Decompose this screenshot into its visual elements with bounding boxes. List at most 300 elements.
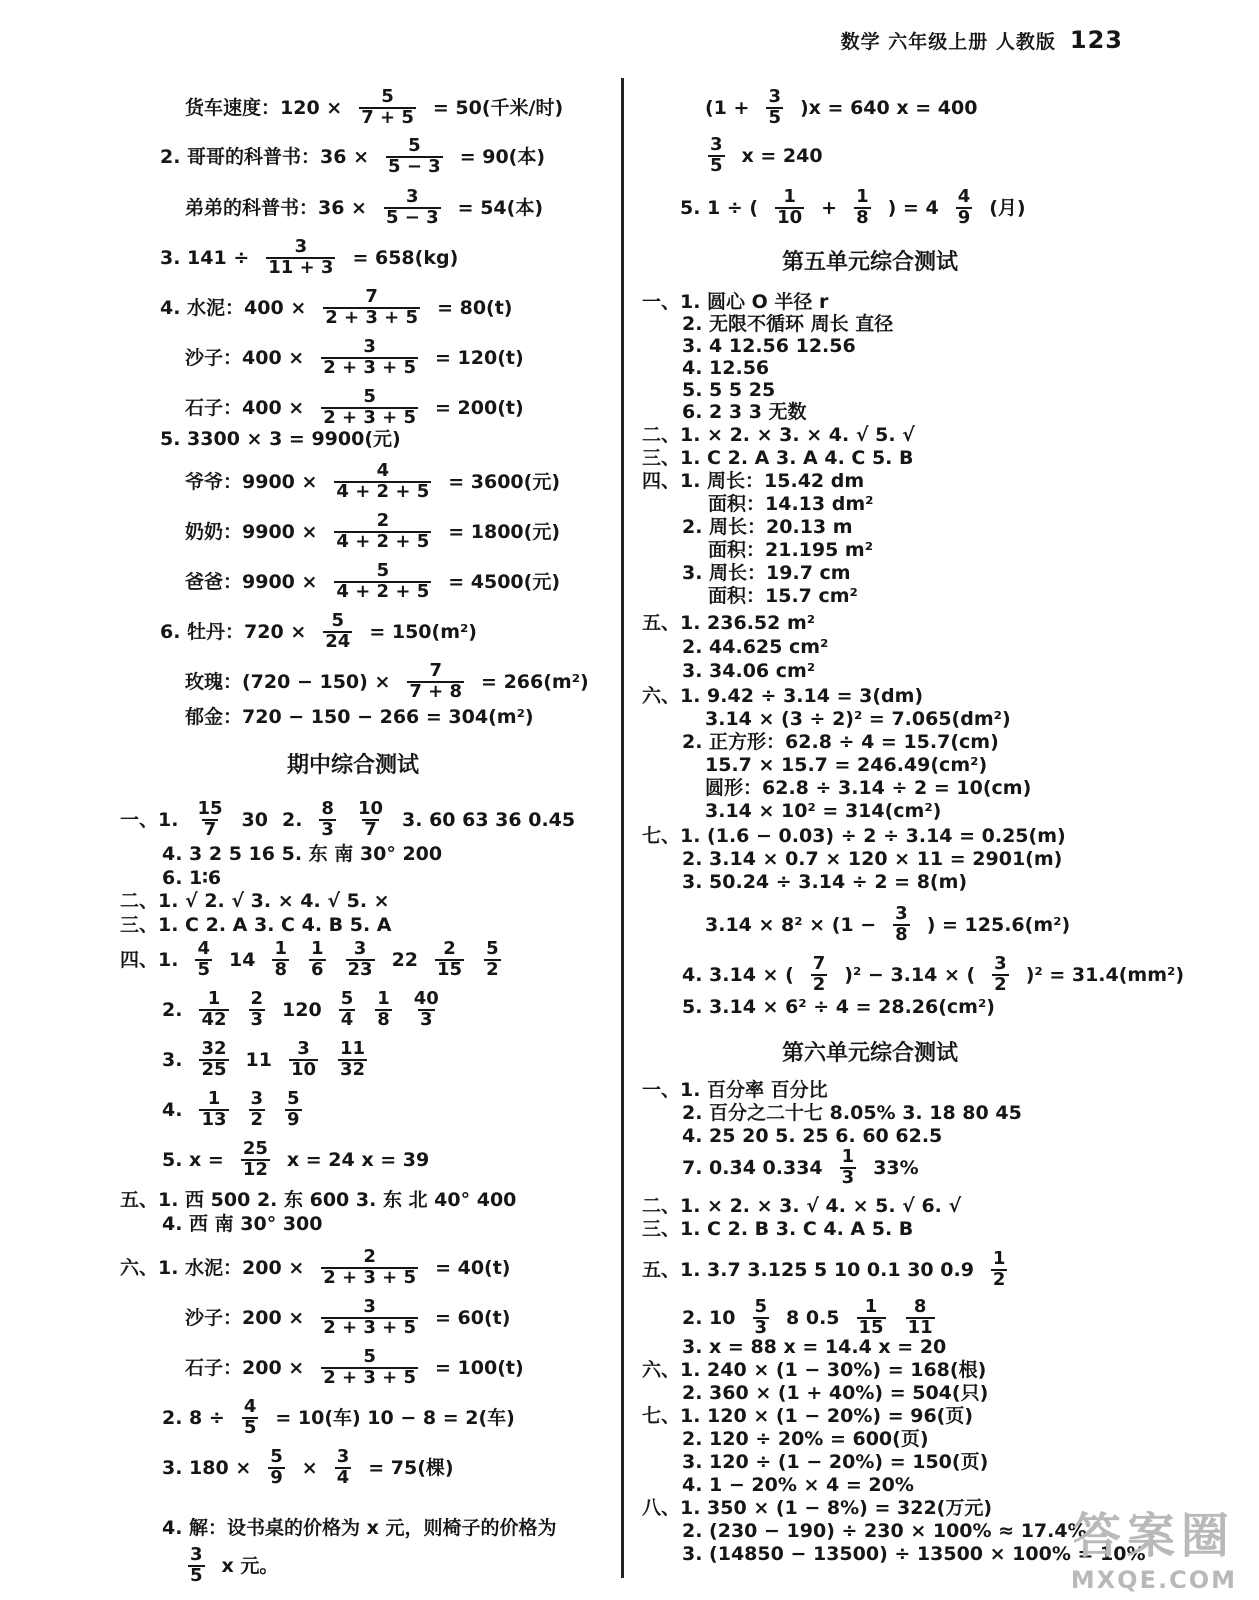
fraction-numerator: 32 [201, 1038, 227, 1059]
fraction-denominator: 7 + 5 [361, 106, 414, 128]
answer-text: = 50(千米/时) [432, 96, 564, 119]
answer-text: 15.7 × 15.7 = 246.49(cm²) [705, 754, 988, 776]
fraction-numerator: 1 [207, 988, 221, 1009]
fraction-denominator: 3 [754, 1316, 768, 1338]
fraction [956, 188, 973, 228]
answer-text: 2. (230 − 190) ÷ 230 × 100% ≈ 17.4% [682, 1520, 1087, 1542]
fraction [289, 1040, 318, 1080]
fraction-denominator: 3 [250, 1008, 264, 1030]
fraction [321, 1248, 418, 1288]
fraction-numerator: 2 [363, 1246, 376, 1267]
fraction [840, 1148, 857, 1188]
answer-text: 3. x = 88 x = 14.4 x = 20 [682, 1336, 947, 1358]
answer-text: (月) [989, 196, 1026, 219]
answer-text: 一、1. [120, 808, 179, 831]
fraction-denominator: 2 + 3 + 5 [325, 306, 419, 328]
fraction [708, 136, 725, 176]
fraction-numerator: 15 [197, 798, 223, 819]
fraction-numerator: 2 [443, 938, 456, 959]
fraction-denominator: 5 [710, 154, 723, 176]
fraction-denominator: 2 + 3 + 5 [323, 1316, 417, 1338]
fraction [854, 188, 871, 228]
answer-text: 货车速度：120 × [185, 96, 343, 119]
answer-text: 3.14 × 10² = 314(cm²) [705, 800, 942, 822]
answer-text: 沙子：200 × [185, 1306, 305, 1329]
fraction [991, 1250, 1008, 1290]
answer-line [682, 400, 807, 424]
fraction-numerator: 4 [376, 460, 390, 481]
fraction [435, 940, 464, 980]
fraction-numerator: 10 [357, 798, 384, 819]
answer-text: 面积：15.7 cm² [708, 585, 858, 607]
answer-text: = 100(t) [435, 1356, 524, 1379]
fraction [195, 940, 212, 980]
fraction-numerator: 5 [287, 1088, 300, 1109]
answer-text: 三、1. C 2. A 3. A 4. C 5. B [642, 447, 914, 469]
fraction-denominator: 2 [250, 1108, 264, 1130]
answer-line [705, 136, 823, 176]
answer-text: 6. 1∶6 [162, 867, 222, 889]
answer-text: 8 0.5 [786, 1306, 840, 1329]
fraction-denominator: 8 [895, 923, 908, 945]
answer-line [160, 612, 477, 652]
answer-text: 4. 3.14 × ( [682, 963, 794, 986]
answer-text: 3. 周长：19.7 cm [682, 562, 851, 584]
answer-line [642, 1250, 1010, 1290]
fraction-denominator: 15 [858, 1316, 884, 1338]
fraction-denominator: 32 [340, 1058, 366, 1080]
fraction-denominator: 2 [812, 973, 826, 995]
fraction-denominator: 2 + 3 + 5 [323, 1266, 417, 1288]
answer-line [162, 842, 442, 866]
answer-line [682, 1473, 914, 1497]
answer-line [185, 462, 560, 502]
fraction-denominator: 2 + 3 + 5 [323, 356, 417, 378]
fraction [753, 1298, 770, 1338]
answer-line [705, 753, 987, 777]
answer-text: 3.14 × (3 ÷ 2)² = 7.065(dm²) [705, 708, 1011, 730]
fraction [384, 188, 441, 228]
fraction [321, 338, 418, 378]
fraction-denominator: 5 [190, 1564, 203, 1586]
fraction-denominator: 9 [957, 206, 971, 228]
fraction-numerator: 3 [768, 86, 781, 107]
answer-line [185, 512, 560, 552]
answer-text: 4. 1 − 20% × 4 = 20% [682, 1474, 914, 1496]
answer-text: = 54(本) [457, 196, 543, 219]
answer-line [642, 684, 923, 708]
answer-text: 2. 哥哥的科普书：36 × [160, 145, 370, 168]
fraction-denominator: 5 [768, 106, 781, 128]
fraction-denominator: 8 [856, 206, 869, 228]
fraction-numerator: 25 [242, 1138, 268, 1159]
fraction-numerator: 5 [340, 988, 354, 1009]
answer-text: 弟弟的科普书：36 × [185, 196, 367, 219]
watermark-url: MXQE.COM [1070, 1566, 1237, 1594]
answer-line [682, 561, 851, 585]
fraction-denominator: 5 − 3 [388, 155, 441, 177]
answer-line [682, 378, 775, 402]
fraction-numerator: 1 [310, 938, 324, 959]
answer-text: 3. 141 ÷ [160, 246, 250, 269]
answer-line [642, 1358, 986, 1382]
answer-text: = 75(棵) [368, 1456, 454, 1479]
fraction-numerator: 1 [377, 988, 390, 1009]
fraction-numerator: 5 [408, 135, 421, 156]
answer-text: 沙子：400 × [185, 346, 305, 369]
answer-text: 2. 无限不循环 周长 直径 [682, 313, 894, 335]
answer-text: = 60(t) [435, 1306, 511, 1329]
answer-text: 120 [282, 998, 322, 1021]
fraction [268, 1448, 285, 1488]
answer-line [642, 290, 828, 314]
fraction-numerator: 3 [406, 186, 419, 207]
fraction-numerator: 1 [274, 938, 287, 959]
fraction [412, 990, 441, 1030]
answer-text: 4. 西 南 30° 300 [162, 1213, 323, 1235]
answer-line [705, 905, 1070, 945]
answer-line [680, 188, 1026, 228]
fraction [375, 990, 392, 1030]
fraction-numerator: 5 [381, 86, 394, 107]
answer-text: x = 240 [741, 144, 823, 167]
answer-text: 6. 牡丹：720 × [160, 620, 307, 643]
answer-text: 3. (14850 − 13500) ÷ 13500 × 100% = 10% [682, 1543, 1146, 1565]
answer-text: 三、1. C 2. B 3. C 4. A 5. B [642, 1218, 914, 1240]
page-number: 123 [1069, 26, 1123, 54]
answer-line [642, 1217, 913, 1241]
fraction-numerator: 8 [913, 1296, 927, 1317]
answer-text: 6. 2 3 3 无数 [682, 401, 807, 423]
fraction [272, 940, 289, 980]
answer-line [185, 88, 563, 128]
fraction-denominator: 4 [340, 1008, 354, 1030]
answer-text: 4. [162, 1098, 183, 1121]
fraction-numerator: 5 [376, 560, 390, 581]
answer-line [682, 515, 853, 539]
answer-text: 三、1. C 2. A 3. C 4. B 5. A [120, 914, 392, 936]
fraction [766, 88, 783, 128]
answer-text: 2. [162, 998, 183, 1021]
answer-text: 2. 120 ÷ 20% = 600(页) [682, 1428, 929, 1450]
fraction-numerator: 3 [363, 1296, 376, 1317]
answer-text: 5. 3300 × 3 = 9900(元) [160, 428, 401, 450]
section-heading: 第五单元综合测试 [782, 250, 959, 275]
fraction-denominator: 12 [242, 1158, 268, 1180]
answer-line [682, 1450, 988, 1474]
answer-line [120, 1188, 516, 1212]
fraction [266, 238, 335, 278]
answer-line [160, 238, 458, 278]
answer-line [682, 1519, 1087, 1543]
fraction-numerator: 1 [864, 1296, 878, 1317]
answer-line [162, 1448, 454, 1488]
answer-text: 30 [241, 808, 268, 831]
answer-text: 二、1. × 2. × 3. √ 4. × 5. √ 6. √ [642, 1195, 962, 1217]
answer-text: x = 24 x = 39 [286, 1148, 430, 1171]
fraction-denominator: 9 [287, 1108, 300, 1130]
answer-text: 面积：14.13 dm² [708, 493, 874, 515]
answer-line [185, 388, 524, 428]
fraction-numerator: 3 [297, 1038, 310, 1059]
fraction [321, 1298, 418, 1338]
answer-line [162, 1398, 515, 1438]
answer-text: 五、1. 西 500 2. 东 600 3. 东 北 40° 400 [120, 1189, 517, 1211]
answer-text: 3. 34.06 cm² [682, 660, 816, 682]
answer-text: 石子：400 × [185, 396, 305, 419]
fraction [811, 955, 828, 995]
answer-text: 奶奶：9900 × [185, 520, 318, 543]
answer-text: 3. 4 12.56 12.56 [682, 335, 856, 357]
fraction-denominator: 11 [907, 1316, 933, 1338]
answer-line [185, 1546, 278, 1586]
answer-text: 2. 10 [682, 1306, 736, 1329]
fraction-numerator: 40 [413, 988, 439, 1009]
answer-text: 石子：200 × [185, 1356, 305, 1379]
fraction-denominator: 4 + 2 + 5 [336, 530, 430, 552]
fraction-denominator: 2 [994, 973, 1007, 995]
fraction [199, 1040, 228, 1080]
fraction-denominator: 2 [486, 958, 499, 980]
fraction-numerator: 4 [197, 938, 210, 959]
fraction-denominator: 13 [201, 1108, 227, 1130]
answer-line [162, 990, 444, 1030]
fraction [335, 1448, 352, 1488]
answer-line [682, 1148, 919, 1188]
fraction [249, 990, 266, 1030]
fraction-denominator: 4 [336, 1466, 350, 1488]
answer-text: 3. 120 ÷ (1 − 20%) = 150(页) [682, 1451, 989, 1473]
answer-line [185, 338, 524, 378]
answer-text: 2. 百分之二十七 8.05% 3. 18 80 45 [682, 1102, 1022, 1124]
fraction-numerator: 5 [754, 1296, 768, 1317]
answer-text: 4. 水泥：400 × [160, 296, 307, 319]
answer-text: 4. 12.56 [682, 357, 770, 379]
answer-text: 3. 180 × [162, 1456, 252, 1479]
fraction-numerator: 3 [353, 938, 367, 959]
fraction-numerator: 7 [365, 286, 378, 307]
answer-line [185, 1298, 510, 1338]
answer-text: 22 [391, 948, 419, 971]
answer-line [682, 1381, 988, 1405]
answer-text: 3. 50.24 ÷ 3.14 ÷ 2 = 8(m) [682, 871, 968, 893]
fraction [242, 1398, 259, 1438]
answer-text: = 150(m²) [369, 620, 477, 643]
answer-line [682, 1298, 938, 1338]
fraction-numerator: 3 [294, 236, 308, 257]
fraction-denominator: 3 [321, 818, 334, 840]
fraction-numerator: 3 [363, 336, 376, 357]
fraction [356, 800, 385, 840]
fraction-denominator: 8 [377, 1008, 390, 1030]
answer-line [682, 1101, 1022, 1125]
fraction-denominator: 2 + 3 + 5 [323, 406, 417, 428]
fraction [199, 990, 228, 1030]
answer-line [682, 1427, 929, 1451]
answer-line [682, 356, 769, 380]
answer-line [682, 635, 828, 659]
answer-text: 六、1. 水泥：200 × [120, 1256, 305, 1279]
fraction-numerator: 5 [363, 1346, 376, 1367]
answer-text: = 80(t) [437, 296, 513, 319]
answer-line [642, 824, 1066, 848]
fraction-denominator: 5 [197, 958, 210, 980]
answer-line [185, 662, 589, 702]
answer-line [120, 889, 390, 913]
answer-line [642, 1194, 961, 1218]
answer-line [160, 427, 401, 451]
fraction [338, 1040, 367, 1080]
answer-text: × [301, 1456, 318, 1479]
answer-line [162, 866, 221, 890]
fraction-numerator: 4 [957, 186, 971, 207]
fraction-denominator: 25 [201, 1058, 227, 1080]
answer-text: ) = 4 [887, 196, 939, 219]
fraction-numerator: 2 [250, 988, 264, 1009]
answer-line [682, 847, 1062, 871]
fraction-numerator: 3 [336, 1446, 350, 1467]
answer-text: 七、1. 120 × (1 − 20%) = 96(页) [642, 1405, 974, 1427]
answer-line [642, 1078, 828, 1102]
fraction-denominator: 7 [203, 818, 217, 840]
fraction-denominator: 3 [420, 1008, 433, 1030]
answer-text: = 4500(元) [448, 570, 561, 593]
fraction [334, 462, 431, 502]
answer-text: 2. 360 × (1 + 40%) = 504(只) [682, 1382, 989, 1404]
fraction [346, 940, 375, 980]
answer-text: 7. 0.3̇4̇ 0.334 [682, 1156, 823, 1179]
answer-text: 郁金：720 − 150 − 266 = 304(m²) [185, 706, 534, 728]
answer-text: 圆形：62.8 ÷ 3.14 ÷ 2 = 10(cm) [705, 777, 1032, 799]
fraction-denominator: 9 [270, 1466, 283, 1488]
fraction-denominator: 10 [777, 206, 803, 228]
fraction-numerator: 3 [895, 903, 908, 924]
answer-line [185, 1348, 524, 1388]
fraction-denominator: 7 [364, 818, 377, 840]
answer-line [705, 707, 1011, 731]
answer-line [708, 538, 873, 562]
answer-line [682, 730, 999, 754]
answer-text: 4. 3 2 5 16 5. 东 南 30° 200 [162, 843, 443, 865]
answer-line [642, 423, 915, 447]
answer-line [682, 659, 815, 683]
fraction-numerator: 8 [321, 798, 334, 819]
fraction [857, 1298, 886, 1338]
answer-line [682, 1124, 942, 1148]
answer-line [162, 1516, 557, 1540]
answer-text: 四、1. 周长：15.42 dm [642, 470, 865, 492]
answer-line [160, 137, 545, 177]
section-heading: 期中综合测试 [287, 753, 420, 778]
answer-text: 一、1. 百分率 百分比 [642, 1079, 828, 1101]
answer-line [185, 705, 534, 729]
answer-text: 七、1. (1.6 − 0.03) ÷ 2 ÷ 3.14 = 0.25(m) [642, 825, 1066, 847]
fraction [359, 88, 416, 128]
answer-text: = 658(kg) [352, 246, 459, 269]
answer-text: 爸爸：9900 × [185, 570, 318, 593]
answer-line [682, 1335, 946, 1359]
fraction-numerator: 1 [841, 1146, 855, 1167]
answer-line [120, 1248, 511, 1288]
fraction [992, 955, 1009, 995]
fraction-numerator: 11 [340, 1038, 366, 1059]
answer-line [162, 1040, 370, 1080]
fraction-numerator: 1 [992, 1248, 1006, 1269]
fraction-denominator: 23 [347, 958, 373, 980]
header-title: 数学 六年级上册 人教版 [840, 31, 1056, 53]
answer-text: 2. 正方形：62.8 ÷ 4 = 15.7(cm) [682, 731, 999, 753]
answer-line [682, 955, 1184, 995]
fraction [893, 905, 910, 945]
answer-line [682, 312, 893, 336]
fraction-denominator: 8 [274, 958, 287, 980]
fraction [241, 1140, 270, 1180]
answer-line [642, 446, 914, 470]
answer-text: 六、1. 240 × (1 − 30%) = 168(根) [642, 1359, 987, 1381]
answer-text: 面积：21.195 m² [708, 539, 874, 561]
answer-text: 八、1. 350 × (1 − 8%) = 322(万元) [642, 1497, 993, 1519]
answer-line [642, 611, 815, 635]
fraction-numerator: 1 [783, 186, 796, 207]
answer-line [162, 1090, 305, 1130]
fraction [334, 562, 431, 602]
answer-text: = 1800(元) [448, 520, 561, 543]
fraction-numerator: 5 [331, 610, 345, 631]
fraction-denominator: 6 [310, 958, 324, 980]
answer-text: (1 + [705, 96, 750, 119]
answer-line [642, 469, 864, 493]
answer-text: 五、1. 236.52 m² [642, 612, 816, 634]
answer-text: )² − 3.14 × ( [844, 963, 976, 986]
fraction [323, 288, 420, 328]
answer-text: = 120(t) [435, 346, 524, 369]
fraction-denominator: 2 [992, 1268, 1006, 1290]
answer-line [705, 88, 977, 128]
answer-line [705, 799, 941, 823]
fraction [309, 940, 326, 980]
fraction [386, 137, 443, 177]
fraction [319, 800, 336, 840]
answer-text: = 3600(元) [448, 470, 561, 493]
fraction-numerator: 5 [486, 938, 499, 959]
answer-line [185, 562, 560, 602]
answer-text: 11 [245, 1048, 272, 1071]
watermark [1071, 1497, 1237, 1594]
answer-text: 14 [228, 948, 256, 971]
fraction [249, 1090, 266, 1130]
fraction-denominator: 2 + 3 + 5 [323, 1366, 417, 1388]
answer-text: 四、1. [120, 948, 179, 971]
fraction [195, 800, 224, 840]
fraction-denominator: 15 [437, 958, 463, 980]
answer-text: = 10(车) 10 − 8 = 2(车) [275, 1406, 515, 1429]
fraction-numerator: 3 [710, 134, 723, 155]
fraction [188, 1546, 205, 1586]
fraction-numerator: 7 [429, 660, 442, 681]
answer-text: 3. [162, 1048, 183, 1071]
fraction-denominator: 10 [290, 1058, 317, 1080]
answer-line [120, 913, 392, 937]
answer-line [705, 776, 1031, 800]
fraction-denominator: 3 [841, 1166, 855, 1188]
fraction-denominator: 42 [201, 1008, 227, 1030]
fraction-denominator: 24 [325, 630, 351, 652]
watermark-logo-text: 答案圈 [1072, 1508, 1235, 1564]
answer-line [120, 800, 575, 840]
fraction-numerator: 1 [207, 1088, 221, 1109]
answer-text: 33% [873, 1156, 919, 1179]
answer-text: x 元。 [221, 1554, 279, 1577]
